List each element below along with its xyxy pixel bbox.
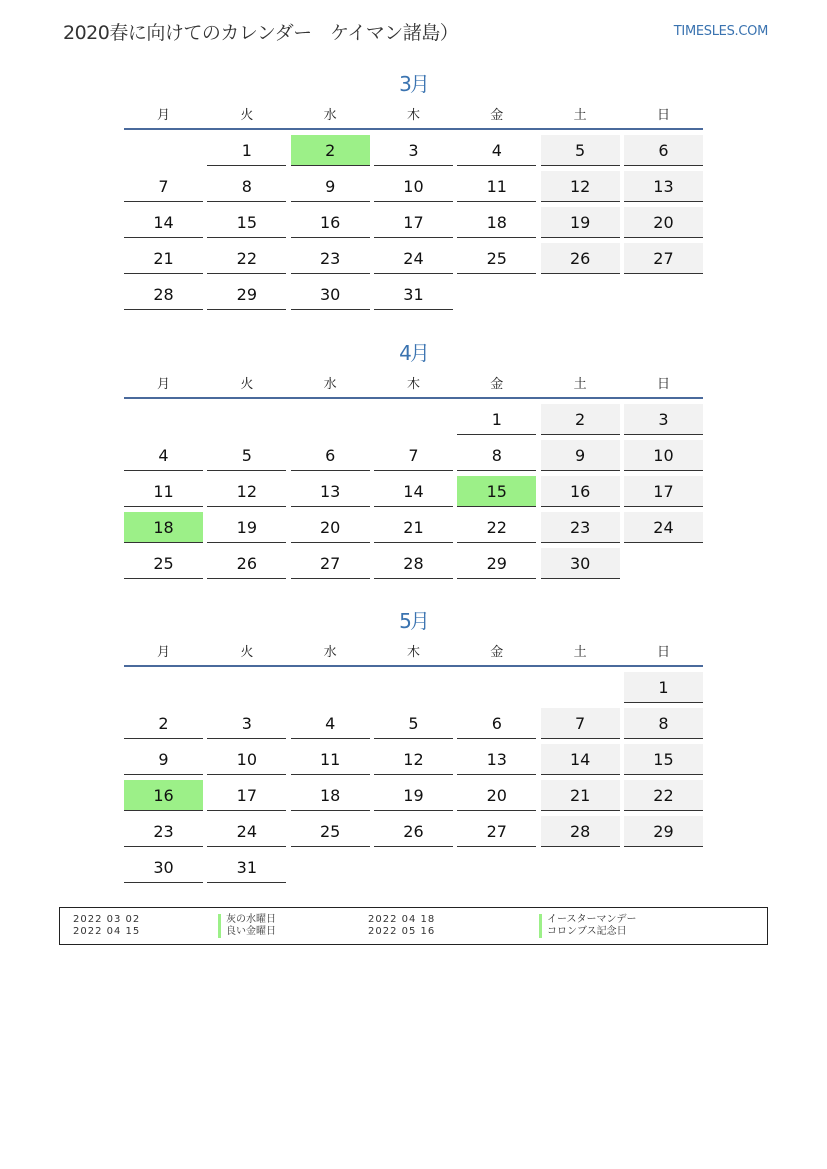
empty-day	[374, 852, 453, 883]
weekday-label: 日	[656, 107, 670, 123]
day-cell[interactable]: 13	[457, 744, 536, 775]
day-cell[interactable]: 6	[291, 440, 370, 471]
day-cell[interactable]: 30	[124, 852, 203, 883]
empty-day	[457, 852, 536, 883]
day-cell[interactable]: 28	[541, 816, 620, 847]
empty-day	[624, 852, 703, 883]
day-cell[interactable]: 8	[624, 708, 703, 739]
brand-link[interactable]: TIMESLES.COM	[673, 24, 768, 39]
holiday-day-cell[interactable]: 16	[124, 780, 203, 811]
weekday-label: 土	[573, 644, 587, 660]
month-title: 4月	[399, 341, 428, 365]
weekday-label: 月	[156, 376, 170, 392]
day-cell[interactable]: 15	[207, 207, 286, 238]
empty-day	[374, 404, 453, 435]
day-cell[interactable]: 7	[374, 440, 453, 471]
day-cell[interactable]: 20	[457, 780, 536, 811]
day-cell[interactable]: 6	[624, 135, 703, 166]
day-cell[interactable]: 27	[624, 243, 703, 274]
legend-name: 灰の水曜日	[218, 914, 276, 926]
day-cell[interactable]: 24	[374, 243, 453, 274]
day-cell[interactable]: 5	[207, 440, 286, 471]
day-cell[interactable]: 21	[124, 243, 203, 274]
legend-name: 良い金曜日	[218, 926, 276, 938]
empty-day	[541, 672, 620, 703]
holiday-day-cell[interactable]: 15	[457, 476, 536, 507]
day-cell[interactable]: 21	[541, 780, 620, 811]
empty-day	[207, 672, 286, 703]
empty-day	[124, 672, 203, 703]
day-cell[interactable]: 7	[124, 171, 203, 202]
day-cell[interactable]: 21	[374, 512, 453, 543]
day-cell[interactable]: 1	[207, 135, 286, 166]
day-cell[interactable]: 16	[541, 476, 620, 507]
weekday-label: 木	[406, 376, 420, 392]
empty-day	[374, 672, 453, 703]
day-cell[interactable]: 17	[624, 476, 703, 507]
empty-day	[291, 852, 370, 883]
empty-day	[124, 135, 203, 166]
day-cell[interactable]: 28	[124, 279, 203, 310]
legend-date: 2022 05 16	[368, 926, 436, 937]
empty-day	[457, 279, 536, 310]
weekday-label: 土	[573, 376, 587, 392]
weekday-label: 月	[156, 107, 170, 123]
day-cell[interactable]: 9	[124, 744, 203, 775]
day-cell[interactable]: 10	[624, 440, 703, 471]
weekday-label: 木	[406, 107, 420, 123]
day-cell[interactable]: 17	[374, 207, 453, 238]
weekday-label: 金	[490, 644, 504, 660]
day-cell[interactable]: 20	[624, 207, 703, 238]
holiday-day-cell[interactable]: 2	[291, 135, 370, 166]
day-cell[interactable]: 27	[457, 816, 536, 847]
day-cell[interactable]: 17	[207, 780, 286, 811]
day-cell[interactable]: 13	[624, 171, 703, 202]
day-cell[interactable]: 29	[457, 548, 536, 579]
day-cell[interactable]: 23	[541, 512, 620, 543]
day-cell[interactable]: 22	[457, 512, 536, 543]
legend-date: 2022 04 15	[73, 926, 141, 937]
weekday-label: 水	[323, 107, 337, 123]
day-cell[interactable]: 10	[207, 744, 286, 775]
day-cell[interactable]: 29	[624, 816, 703, 847]
legend-date: 2022 03 02	[73, 914, 141, 925]
day-cell[interactable]: 8	[457, 440, 536, 471]
month-march	[124, 70, 703, 310]
day-cell[interactable]: 31	[207, 852, 286, 883]
day-cell[interactable]: 26	[541, 243, 620, 274]
day-cell[interactable]: 14	[541, 744, 620, 775]
day-cell[interactable]: 5	[541, 135, 620, 166]
day-cell[interactable]: 19	[374, 780, 453, 811]
day-cell[interactable]: 1	[624, 672, 703, 703]
weekday-label: 金	[490, 376, 504, 392]
day-cell[interactable]: 20	[291, 512, 370, 543]
day-cell[interactable]: 3	[207, 708, 286, 739]
weekday-label: 火	[240, 107, 254, 123]
empty-day	[541, 279, 620, 310]
day-cell[interactable]: 22	[207, 243, 286, 274]
day-cell[interactable]: 3	[374, 135, 453, 166]
empty-day	[124, 404, 203, 435]
month-title: 3月	[399, 72, 428, 96]
day-cell[interactable]: 12	[541, 171, 620, 202]
day-cell[interactable]: 29	[207, 279, 286, 310]
day-cell[interactable]: 18	[291, 780, 370, 811]
weekday-label: 月	[156, 644, 170, 660]
day-cell[interactable]: 31	[374, 279, 453, 310]
empty-day	[291, 404, 370, 435]
weekday-label: 金	[490, 107, 504, 123]
day-cell[interactable]: 26	[207, 548, 286, 579]
day-cell[interactable]: 3	[624, 404, 703, 435]
day-cell[interactable]: 6	[457, 708, 536, 739]
weekday-header	[124, 367, 703, 399]
day-cell[interactable]: 12	[207, 476, 286, 507]
weekday-header	[124, 98, 703, 130]
day-cell[interactable]: 2	[124, 708, 203, 739]
day-cell[interactable]: 24	[207, 816, 286, 847]
day-cell[interactable]: 30	[541, 548, 620, 579]
day-cell[interactable]: 11	[457, 171, 536, 202]
month-title: 5月	[399, 609, 428, 633]
day-cell[interactable]: 12	[374, 744, 453, 775]
weekday-label: 火	[240, 376, 254, 392]
legend-names-left	[218, 914, 276, 938]
empty-day	[541, 852, 620, 883]
month-may	[124, 607, 703, 883]
legend-date: 2022 04 18	[368, 914, 436, 925]
day-cell[interactable]: 23	[124, 816, 203, 847]
weekday-label: 水	[323, 376, 337, 392]
holiday-day-cell[interactable]: 18	[124, 512, 203, 543]
page-title: 2020春に向けてのカレンダー ケイマン諸島）	[63, 22, 459, 44]
day-cell[interactable]: 11	[124, 476, 203, 507]
day-cell[interactable]: 19	[541, 207, 620, 238]
day-grid	[124, 404, 703, 579]
weekday-label: 木	[406, 644, 420, 660]
month-april	[124, 339, 703, 579]
holiday-legend	[59, 907, 768, 945]
day-cell[interactable]: 25	[457, 243, 536, 274]
day-cell[interactable]: 23	[291, 243, 370, 274]
empty-day	[457, 672, 536, 703]
legend-dates-right	[368, 914, 435, 938]
day-cell[interactable]: 25	[291, 816, 370, 847]
day-cell[interactable]: 7	[541, 708, 620, 739]
day-cell[interactable]: 24	[624, 512, 703, 543]
day-cell[interactable]: 9	[291, 171, 370, 202]
day-cell[interactable]: 16	[291, 207, 370, 238]
day-cell[interactable]: 2	[541, 404, 620, 435]
day-cell[interactable]: 14	[374, 476, 453, 507]
weekday-label: 日	[656, 644, 670, 660]
day-cell[interactable]: 18	[457, 207, 536, 238]
empty-day	[624, 548, 703, 579]
legend-dates-left	[73, 914, 140, 938]
day-cell[interactable]: 4	[124, 440, 203, 471]
legend-names-right	[539, 914, 637, 938]
weekday-label: 水	[323, 644, 337, 660]
day-cell[interactable]: 30	[291, 279, 370, 310]
day-cell[interactable]: 11	[291, 744, 370, 775]
empty-day	[291, 672, 370, 703]
day-cell[interactable]: 14	[124, 207, 203, 238]
day-cell[interactable]: 25	[124, 548, 203, 579]
empty-day	[624, 279, 703, 310]
day-grid	[124, 672, 703, 883]
day-cell[interactable]: 19	[207, 512, 286, 543]
empty-day	[207, 404, 286, 435]
day-grid	[124, 135, 703, 310]
day-cell[interactable]: 22	[624, 780, 703, 811]
day-cell[interactable]: 9	[541, 440, 620, 471]
day-cell[interactable]: 15	[624, 744, 703, 775]
day-cell[interactable]: 13	[291, 476, 370, 507]
day-cell[interactable]: 27	[291, 548, 370, 579]
day-cell[interactable]: 26	[374, 816, 453, 847]
day-cell[interactable]: 10	[374, 171, 453, 202]
day-cell[interactable]: 4	[457, 135, 536, 166]
day-cell[interactable]: 28	[374, 548, 453, 579]
day-cell[interactable]: 8	[207, 171, 286, 202]
weekday-label: 火	[240, 644, 254, 660]
legend-name: コロンブス記念日	[539, 926, 637, 938]
day-cell[interactable]: 5	[374, 708, 453, 739]
legend-name: イースターマンデー	[539, 914, 637, 926]
day-cell[interactable]: 4	[291, 708, 370, 739]
weekday-header	[124, 635, 703, 667]
day-cell[interactable]: 1	[457, 404, 536, 435]
weekday-label: 土	[573, 107, 587, 123]
weekday-label: 日	[656, 376, 670, 392]
